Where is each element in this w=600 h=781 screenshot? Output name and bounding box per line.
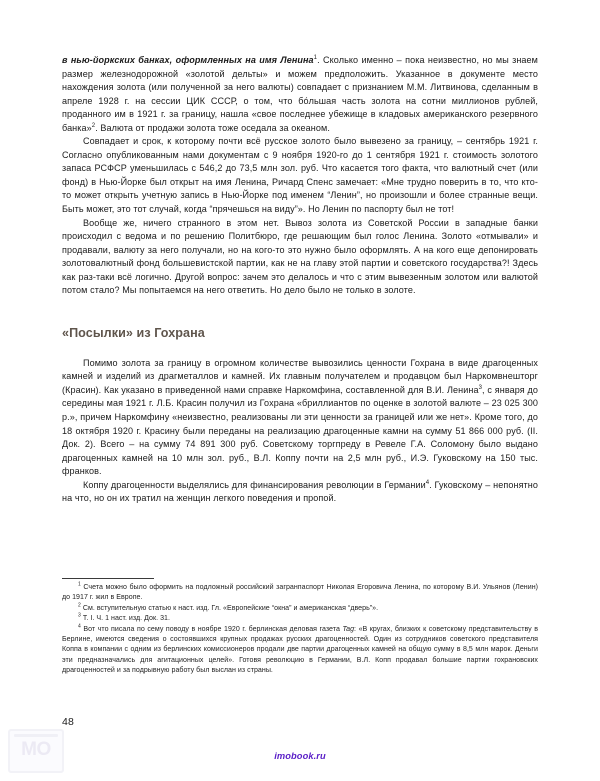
watermark-logo-bar [14,734,58,737]
footnote-marker-1: 1 [78,581,81,588]
footnote-ref-2[interactable]: 2 [91,122,96,129]
heading-spacer-top [62,298,538,325]
footnote-item-4 [62,625,538,677]
footnote-item-3 [62,614,538,624]
footnotes-section [62,578,538,677]
paragraph-5-text-before: Коппу драгоценности выделялись для финансирования революции в Германии [83,479,426,490]
paragraph-3: Вообще же, ничего странного в этом нет. Вывоз золота из Советской России в западные банки происходил с ведома и по решению Политбюро, где решающим был голос Ленина. Золото «отмывали» и продавали, валюту за него получали, но на кого-то это нужно было оформлять. А на кого еще депонировать золотовалютный фонд большевистской партии, как не на главу этой партии и советского государства?! Здесь как раз-таки всё логично. Другой вопрос: зачем это делалось и что с этим вывезенным золотом или валютой потом стало? Мы попытаемся на него ответить. Но дело было не только в золоте. [62,217,538,296]
footnote-item-2 [62,604,538,614]
footnote-item-1 [62,583,538,604]
page-number: 48 [62,716,75,728]
paragraph-4-text-before: Помимо золота за границу в огромном количестве вывозились ценности Гохрана в виде драгоценных камней и изделий из драгметаллов и камней. Их главным получателем и продавцом был Наркомвнешторг (Красин). Как указано в приведенной нами справке Наркомфина, составленной для В.И. Ленина [62,357,538,395]
paragraph-5 [62,479,538,506]
paragraph-lead-bold: в нью-йоркских банках, оформленных на имя Ленина [62,55,314,65]
paragraph-2: Совпадает и срок, к которому почти всё русское золото было вывезено за границу, – сентябрь 1921 г. Согласно опубликованным нами документам с 9 ноября 1920-го до 1 сентября 1921 г. стоимость золотого запаса РСФСР уменьшилась с 546,2 до 73,5 млн зол. руб. Что касается того факта, что валютный счет (или фонд) в Нью-Йорке был открыт на имя Ленина, Ричард Спенс замечает: «Мне трудно поверить в то, что кто-то может открыть учетную запись в Нью-Йорке под именем “Ленин”, но произошли и более странные вещи. Быть может, это тот случай, когда “прячешься на виду”». Но Ленин по паспорту был не тот! [62,136,538,215]
footnote-ref-4[interactable]: 4 [425,479,430,486]
footnote-text-4-after: : «В кругах, близких к советскому представительству в Берлине, имеются сведения о состоявшихся крупных продажах русских драгоценностей. Один из сотрудников советского представителя Коппа в компании с одним из берлинских комиссионеров продали две партии драгоценных камней на общую сумму в 8,5 млн марок. Деньги эти предназначались для агитационных целей». Готовя революцию в Германии, В.Л. Копп продавал большие партии гохрановских драгоценностей и за подрывную работу был выслан из страны. [62,625,538,675]
paragraph-5-text-after: . Гуковскому – непонятно на что, но он их тратил на женщин легкого поведения и пропой. [62,479,539,504]
footnote-text-3: Т. I. Ч. 1 наст. изд. Док. 31. [82,615,170,623]
footnote-marker-2: 2 [78,602,81,609]
page-body-text [62,54,538,506]
heading-spacer-bottom [62,341,538,357]
paragraph-tail: . Валюта от продажи золота тоже оседала за океаном. [95,122,330,133]
footnote-ref-3[interactable]: 3 [478,384,483,391]
watermark-logo [8,729,64,773]
footnote-separator-rule [62,578,154,579]
watermark-url: imobook.ru [274,751,326,761]
section-heading: «Посылки» из Гохрана [62,325,205,340]
watermark-logo-text: MO [21,739,51,760]
paragraph-continuation [62,54,538,135]
footnote-text-4-before: Вот что писала по сему поводу в ноябре 1920 г. берлинская деловая газета [83,625,343,633]
paragraph-4 [62,357,538,479]
footnote-newspaper-name: Tag [342,625,355,633]
footnote-ref-1[interactable]: 1 [313,54,318,61]
footnote-text-1: Счета можно было оформить на подложный российский загранпаспорт Николая Егоровича Ленина, по которому В.И. Ульянов (Ленин) до 1917 г. жил в Европе. [62,584,538,602]
paragraph-4-text-after: , с января до середины мая 1921 г. Л.Б. Красин получил из Гохрана «бриллиантов по оценке в золотой валюте – 23 025 300 р.», причем Наркомфину «неизвестно, реализованы ли эти ценности за границей или же нет». Кроме того, до 18 октября 1920 г. Красину были переданы на реализацию драгоценные камни на сумму 51 866 000 руб. (II. Док. 2). Всего – на сумму 74 891 300 руб. Советскому торгпреду в Ревеле Г.А. Соломону было выдано драгоценных камней на 10 млн зол. руб., В.Л. Коппу почти на 2,5 млн руб., И.Э. Гуковскому на 150 тыс. франков. [62,384,539,477]
footnote-text-2: См. вступительную статью к наст. изд. Гл. «Европейские “окна” и американская “дверь”». [82,604,379,612]
paragraph-text: . Сколько именно – пока неизвестно, но мы знаем размер железнодорожной «золотой дельты» и можем предположить. Указанное в документе место нахождения золота (или полученной за него валюты) совпадает с признанием М.М. Литвинова, сделанным в апреле 1928 г. на сессии ЦИК СССР, о том, что бо́льшая часть золота на сотни миллионов рублей, проданного им в 1921 г. за границу, нашла «свое последнее убежище в кладовых американского резервного банка» [62,55,538,133]
footnote-marker-3: 3 [78,612,81,619]
footnote-marker-4: 4 [78,623,81,630]
